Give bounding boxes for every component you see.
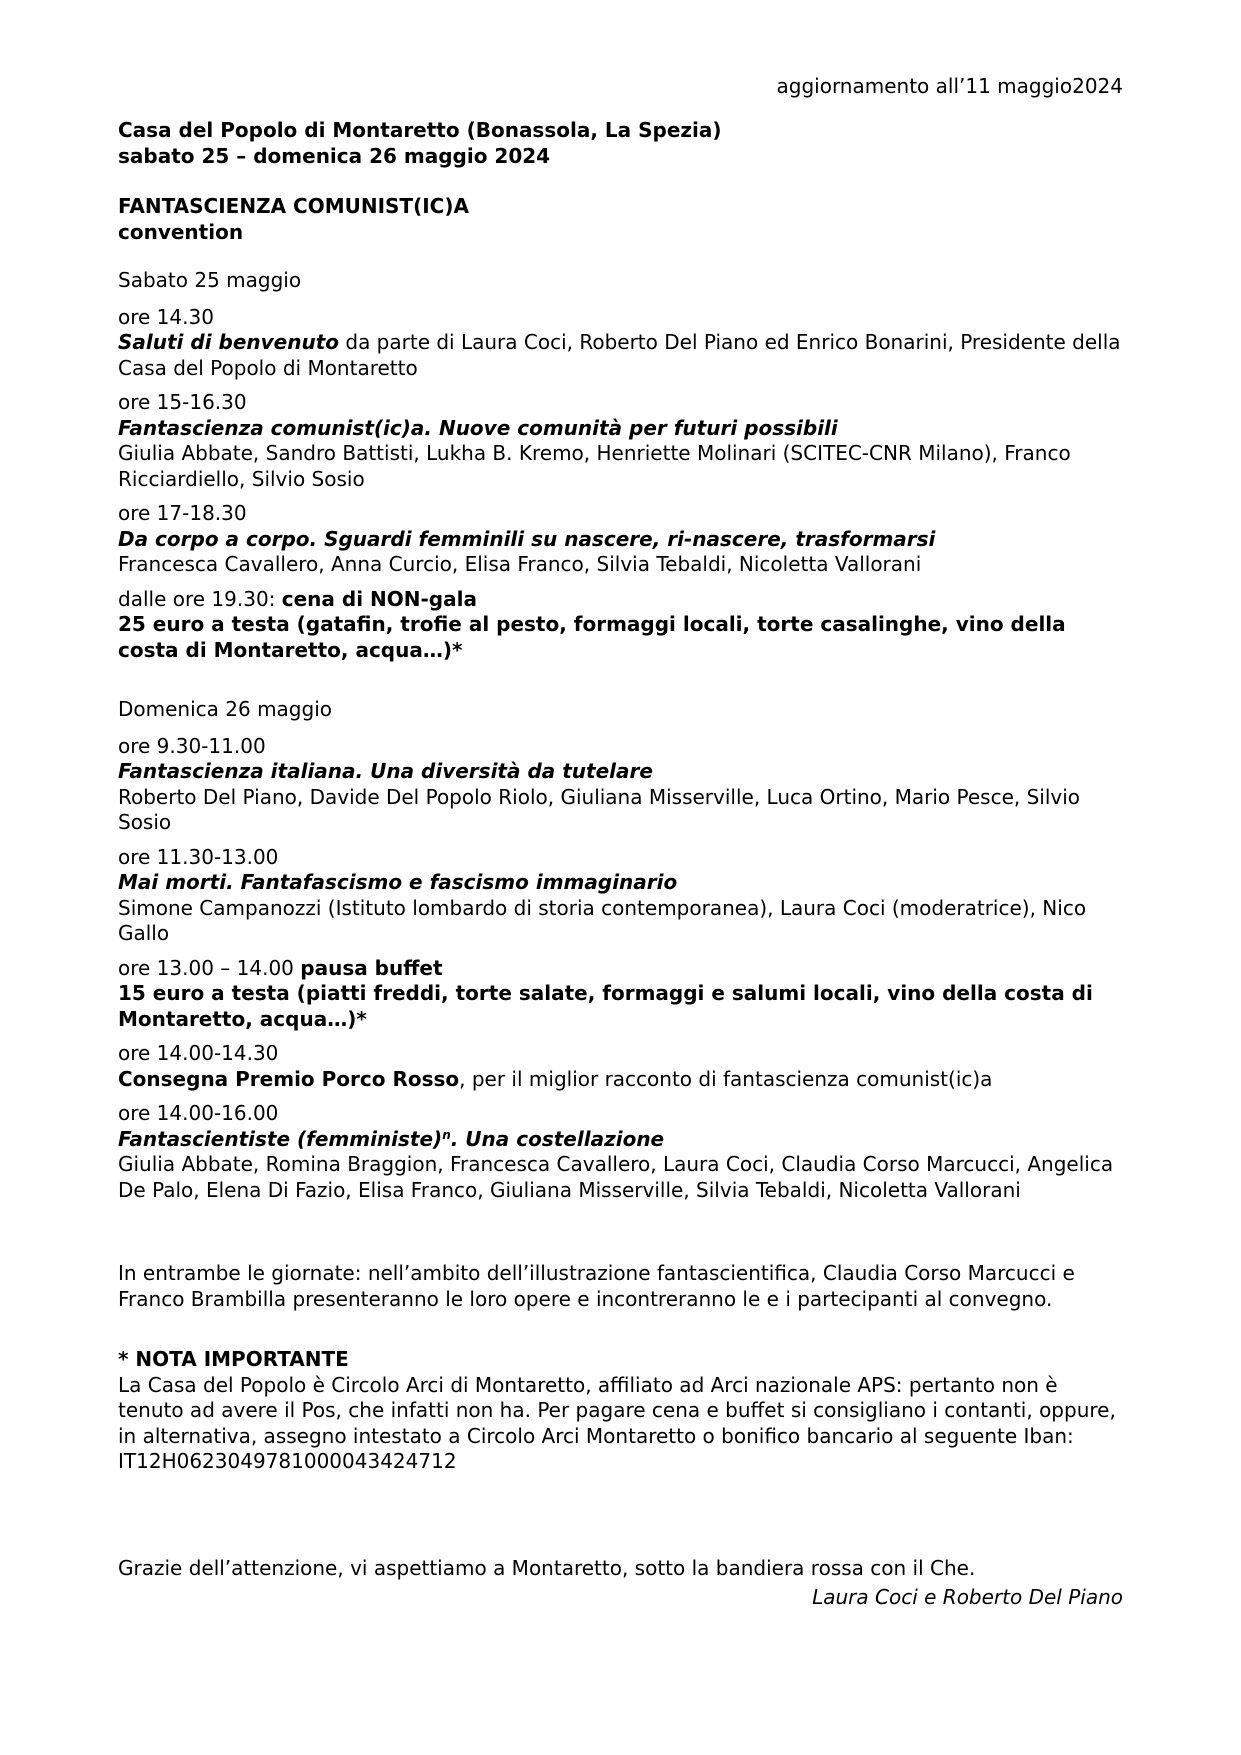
sunday-buffet [118,956,1123,1033]
sunday-label: Domenica 26 maggio [118,697,332,721]
event-title [118,194,1123,245]
thanks-line: Grazie dell’attenzione, vi aspettiamo a Montaretto, sotto la bandiera rossa con il Che. [118,1556,976,1580]
session-title: Fantascienza comunist(ic)a. Nuove comunità per futuri possibili [118,415,838,440]
saturday-session-2 [118,390,1123,492]
signature: Laura Coci e Roberto Del Piano [812,1585,1123,1609]
session-title [118,1127,1123,1153]
session-time: ore 9.30-11.00 [118,733,266,758]
dinner-line [118,587,1123,613]
saturday-session-3 [118,501,1123,578]
title-sub: convention [118,219,244,244]
buffet-line [118,956,1123,982]
sunday-program [118,697,1123,1212]
session-time: ore 14.00-14.30 [118,1041,279,1065]
saturday-program [118,268,1123,672]
venue-line: Casa del Popolo di Montaretto (Bonassola, La Spezia) [118,118,722,142]
buffet-time: ore 13.00 – 14.00 [118,955,301,980]
session-speakers: Francesca Cavallero, Anna Curcio, Elisa Franco, Silvia Tebaldi, Nicoletta Vallorani [118,552,922,576]
session-text: da parte di Laura Coci, Roberto Del Piano ed Enrico Bonarini, Presidente della Casa del Popolo di Montaretto [118,330,1121,380]
buffet-title: pausa buffet [300,955,443,980]
dinner-price: 25 euro a testa (gatafin, trofie al pesto, formaggi locali, torte casalinghe, vino della costa di Montaretto, acqua…)* [118,612,1066,662]
session-title: Da corpo a corpo. Sguardi femminili su nascere, ri-nascere, trasformarsi [118,526,936,551]
saturday-dinner [118,587,1123,664]
session-description [118,330,1123,381]
session-title: Saluti di benvenuto [118,330,340,354]
event-header [118,118,1123,169]
buffet-price: 15 euro a testa (piatti freddi, torte salate, formaggi e salumi locali, vino della costa di Montaretto, acqua…)* [118,981,1093,1031]
session-time: ore 11.30-13.00 [118,844,279,869]
both-days-paragraph: In entrambe le giornate: nell’ambito dell’illustrazione fantascientifica, Claudia Corso Marcucci e Franco Brambilla presenteranno le loro opere e incontreranno le e i partecipanti al convegno. [118,1261,1075,1311]
session-title-part-a: Fantascientiste (femministe) [118,1126,443,1151]
sunday-session-1 [118,734,1123,836]
award-description [118,1067,1123,1093]
session-speakers: Roberto Del Piano, Davide Del Popolo Riolo, Giuliana Misserville, Luca Ortino, Mario Pesce, Silvio Sosio [118,784,1081,834]
session-time: ore 17-18.30 [118,501,247,525]
sunday-award [118,1041,1123,1092]
session-speakers: Simone Campanozzi (Istituto lombardo di storia contemporanea), Laura Coci (moderatrice), Nico Gallo [118,895,1087,945]
saturday-label: Sabato 25 maggio [118,268,302,292]
sunday-session-2 [118,845,1123,947]
dinner-title: cena di NON-gala [281,586,477,611]
title-main: FANTASCIENZA COMUNIST(IC)A [118,194,469,218]
session-title-superscript: n [442,1127,451,1142]
update-note: aggiornamento all’11 maggio2024 [776,74,1123,98]
note-title: * NOTA IMPORTANTE [118,1347,349,1371]
session-speakers: Giulia Abbate, Sandro Battisti, Lukha B. Kremo, Henriette Molinari (SCITEC-CNR Milano), Franco Ricciardiello, Silvio Sosio [118,441,1071,491]
award-text: , per il miglior racconto di fantascienza comunist(ic)a [459,1066,993,1091]
dinner-time: dalle ore 19.30: [118,586,282,611]
important-note [118,1347,1123,1475]
session-time: ore 14.30 [118,304,214,329]
session-title: Fantascienza italiana. Una diversità da tutelare [118,759,653,783]
dates-line: sabato 25 – domenica 26 maggio 2024 [118,143,551,168]
session-time: ore 14.00-16.00 [118,1101,279,1125]
award-title: Consegna Premio Porco Rosso [118,1066,460,1091]
session-speakers: Giulia Abbate, Romina Braggion, Francesca Cavallero, Laura Coci, Claudia Corso Marcucci, Angelica De Palo, Elena Di Fazio, Elisa Franco, Giuliana Misserville, Silvia Tebaldi, Nicoletta Vallorani [118,1152,1114,1202]
note-iban: IT12H0623049781000043424712 [118,1449,457,1473]
saturday-session-welcome [118,305,1123,382]
note-text: La Casa del Popolo è Circolo Arci di Montaretto, affiliato ad Arci nazionale APS: pertanto non è tenuto ad avere il Pos, che infatti non ha. Per pagare cena e buffet si consigliano i contanti, oppure, in alternativa, assegno intestato a Circolo Arci Montaretto o bonifico bancario al seguente Iban: [118,1372,1116,1448]
session-time: ore 15-16.30 [118,390,247,414]
session-title: Mai morti. Fantafascismo e fascismo immaginario [118,870,678,894]
session-title-part-b: . Una costellazione [450,1126,665,1151]
sunday-session-3 [118,1101,1123,1203]
